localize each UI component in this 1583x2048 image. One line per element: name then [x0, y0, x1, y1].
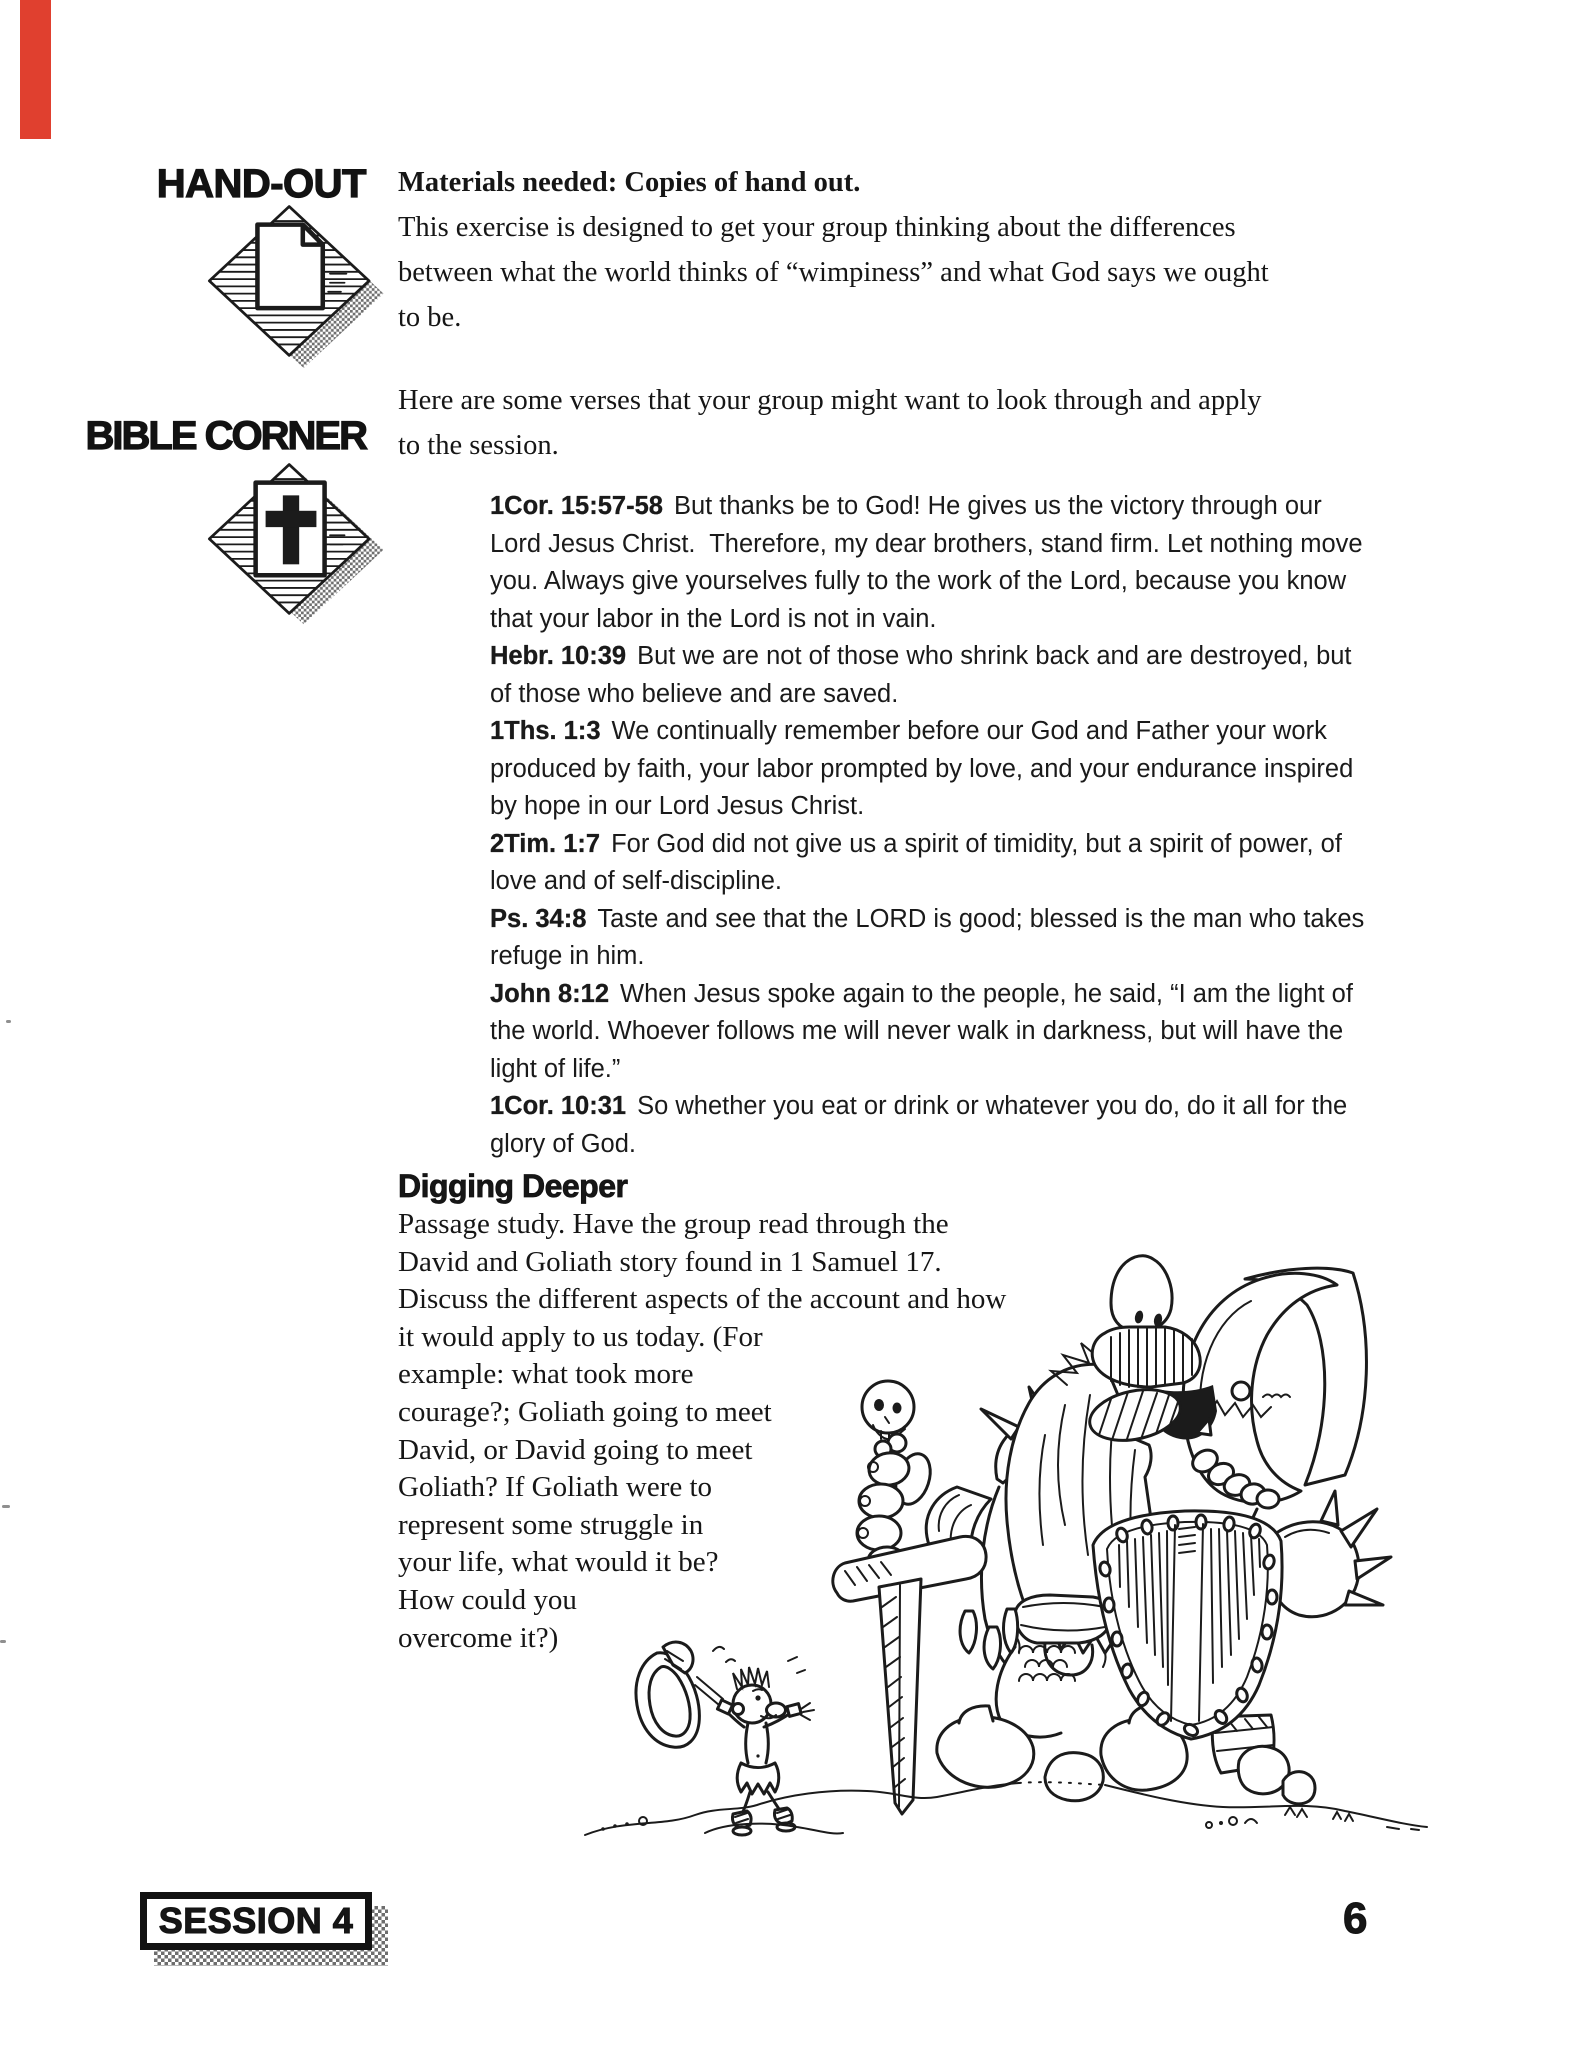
- verse-item: Hebr. 10:39 But we are not of those who shrink back and are destroyed, but of those who believe and are saved.: [490, 642, 1352, 708]
- document-diamond-icon: [203, 200, 389, 370]
- handout-paragraph: Materials needed: Copies of hand out. This exercise is designed to get your group thinking about the differences between what the world thinks of “wimpiness” and what God says we ought to be.: [398, 160, 1269, 340]
- verse-item: Ps. 34:8 Taste and see that the LORD is good; blessed is the man who takes refuge in him.: [490, 904, 1365, 970]
- bible-corner-heading: BIBLE CORNER: [85, 414, 366, 458]
- page-number: 6: [1343, 1894, 1368, 1943]
- scan-speck: [2, 1505, 10, 1508]
- spiked-club: [1269, 1491, 1391, 1617]
- verse-item: 2Tim. 1:7 For God did not give us a spirit of timidity, but a spirit of power, of love and of self-discipline.: [490, 829, 1342, 895]
- digging-deeper-heading: Digging Deeper: [398, 1168, 628, 1204]
- verse-list: [490, 488, 1364, 1163]
- verse-reference: Hebr. 10:39: [490, 642, 627, 670]
- digging-deeper-paragraph: Passage study. Have the group read through the David and Goliath story found in 1 Samuel 17. Discuss the different aspects of the account and how it would apply to us today. (For example: what took more courage?; Goliath going to meet David, or David going to meet Goliath? If Goliath were to represent some struggle in your life, what would it be? How could you overcome it?): [398, 1208, 1007, 1654]
- shield: [1093, 1511, 1282, 1739]
- bible-corner-intro: Here are some verses that your group might want to look through and apply to the session.: [398, 385, 1262, 461]
- verse-item: 1Ths. 1:3 We continually remember before our God and Father your work produced by faith, your labor prompted by love, and your endurance inspired by hope in our Lord Jesus Christ.: [490, 717, 1354, 820]
- verse-reference: 1Cor. 15:57-58: [490, 492, 663, 520]
- materials-needed-line: Materials needed: Copies of hand out.: [398, 167, 861, 198]
- verse-reference: Ps. 34:8: [490, 904, 587, 933]
- verse-reference: 1Cor. 10:31: [490, 1092, 627, 1120]
- verse-reference: 1Ths. 1:3: [490, 717, 601, 745]
- verse-reference: 2Tim. 1:7: [490, 829, 601, 858]
- scan-speck: [0, 1640, 6, 1643]
- red-scan-mark: [20, 0, 51, 139]
- session-badge: SESSION 4: [140, 1892, 372, 1950]
- verse-reference: John 8:12: [490, 979, 610, 1008]
- david-figure: [636, 1642, 843, 1835]
- verse-item: 1Cor. 10:31 So whether you eat or drink or whatever you do, do it all for the glory of God.: [490, 1092, 1348, 1158]
- verse-item: John 8:12 When Jesus spoke again to the people, he said, “I am the light of the world. Whoever follows me will never walk in darkness, but will have the light of life.”: [490, 979, 1353, 1083]
- cross-diamond-icon: [203, 458, 389, 628]
- verse-item: 1Cor. 15:57-58 But thanks be to God! He gives us the victory through our Lord Jesus Christ. Therefore, my dear brothers, stand firm. Let nothing move you. Always give yourselves fully to the work of the Lord, because you know that your labor in the Lord is not in vain.: [490, 492, 1363, 633]
- handout-heading: HAND-OUT: [156, 162, 366, 206]
- david-and-goliath-cartoon: [545, 1215, 1450, 1875]
- scan-speck: [6, 1020, 11, 1023]
- boots-and-rocks: [937, 1705, 1315, 1804]
